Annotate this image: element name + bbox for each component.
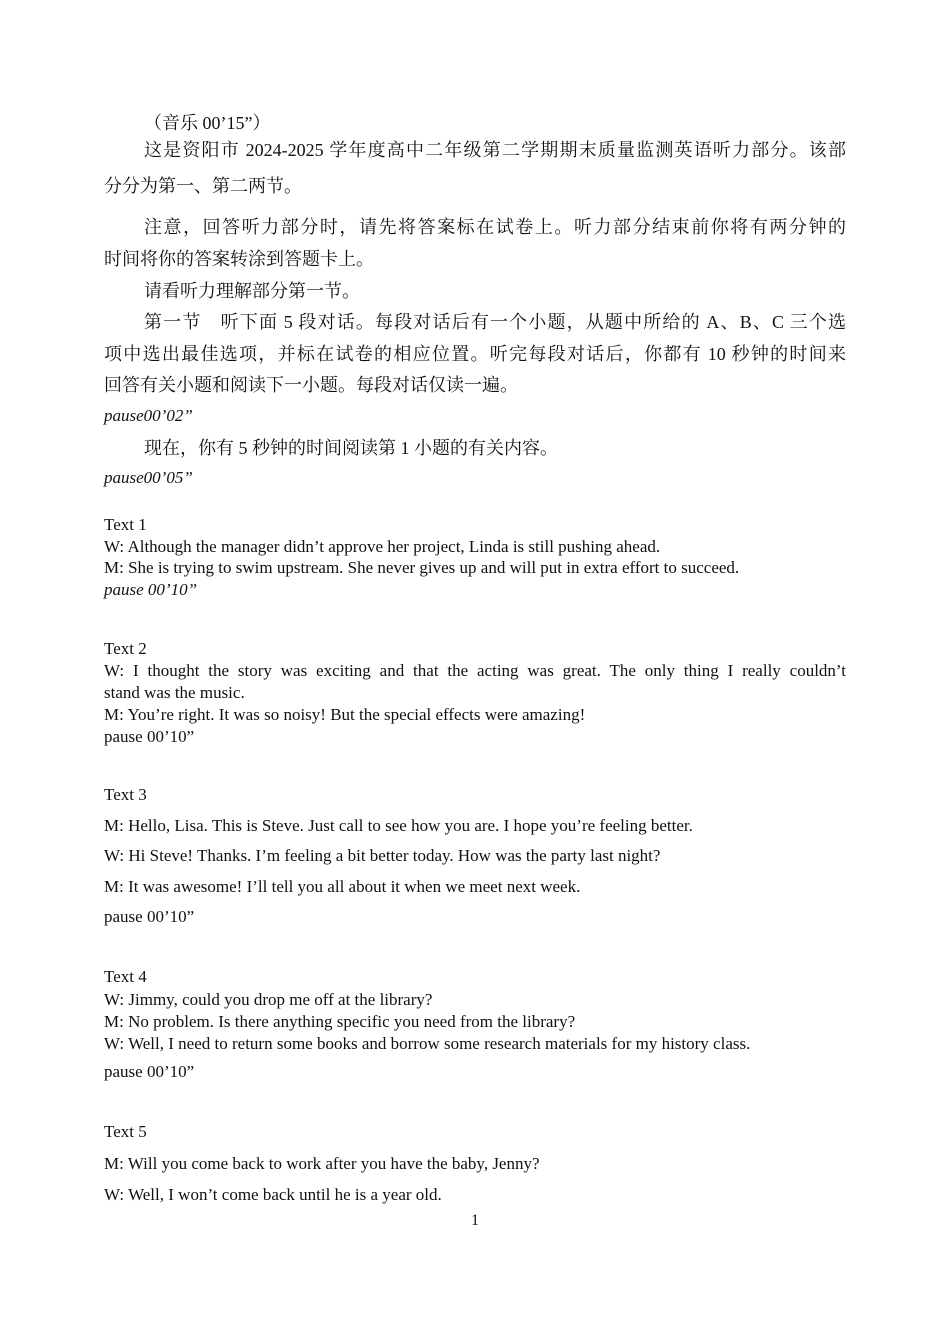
text-title: Text 2 [104,639,147,658]
dialogue-line: W: Hi Steve! Thanks. I’m feeling a bit better today. How was the party last night? [104,846,661,865]
intro-paragraph-3: 请看听力理解部分第一节。 [144,281,360,301]
dialogue-line: W: Jimmy, could you drop me off at the library? [104,990,433,1009]
text-title: Text 1 [104,515,147,534]
text-title: Text 3 [104,785,147,804]
dialogue-line: W: Well, I need to return some books and borrow some research materials for my history class. [104,1034,751,1053]
pause-label: pause00’05” [104,468,193,487]
intro-paragraph-4-line-2: 项中选出最佳选项，并标在试卷的相应位置。听完每段对话后，你都有 10 秒钟的时间来 [104,344,846,364]
pause-label: pause 00’10” [104,907,195,926]
music-note: （音乐 00’15”） [144,113,271,133]
intro-paragraph-4-line-3: 回答有关小题和阅读下一小题。每段对话仅读一遍。 [104,375,518,395]
intro-paragraph-2-line-1: 注意，回答听力部分时，请先将答案标在试卷上。听力部分结束前你将有两分钟的 [144,217,846,237]
intro-paragraph-5: 现在，你有 5 秒钟的时间阅读第 1 小题的有关内容。 [144,438,558,458]
intro-paragraph-1-line-1: 这是资阳市 2024-2025 学年度高中二年级第二学期期末质量监测英语听力部分。该部 [144,140,846,160]
dialogue-line: M: Hello, Lisa. This is Steve. Just call to see how you are. I hope you’re feeling better. [104,816,693,835]
pause-label: pause 00’10” [104,1062,195,1081]
dialogue-line: M: Will you come back to work after you have the baby, Jenny? [104,1154,540,1173]
dialogue-line: M: You’re right. It was so noisy! But the special effects were amazing! [104,705,586,724]
intro-paragraph-2-line-2: 时间将你的答案转涂到答题卡上。 [104,249,374,269]
dialogue-line: M: It was awesome! I’ll tell you all about it when we meet next week. [104,877,581,896]
page-number: 1 [471,1212,479,1229]
intro-paragraph-4-line-1: 第一节 听下面 5 段对话。每段对话后有一个小题，从题中所给的 A、B、C 三个选 [144,312,846,332]
dialogue-line: stand was the music. [104,683,245,702]
pause-label: pause00’02” [104,406,193,425]
dialogue-line: W: Well, I won’t come back until he is a year old. [104,1185,442,1204]
dialogue-line: M: No problem. Is there anything specific you need from the library? [104,1012,576,1031]
text-title: Text 5 [104,1122,147,1141]
dialogue-line: W: Although the manager didn’t approve her project, Linda is still pushing ahead. [104,537,661,556]
pause-label: pause 00’10” [104,580,198,599]
pause-label: pause 00’10” [104,727,195,746]
intro-paragraph-1-line-2: 分分为第一、第二两节。 [104,176,302,196]
dialogue-line: M: She is trying to swim upstream. She never gives up and will put in extra effort to succeed. [104,558,740,577]
text-title: Text 4 [104,967,147,986]
dialogue-line: W: I thought the story was exciting and that the acting was great. The only thing I really couldn’t [104,661,846,680]
